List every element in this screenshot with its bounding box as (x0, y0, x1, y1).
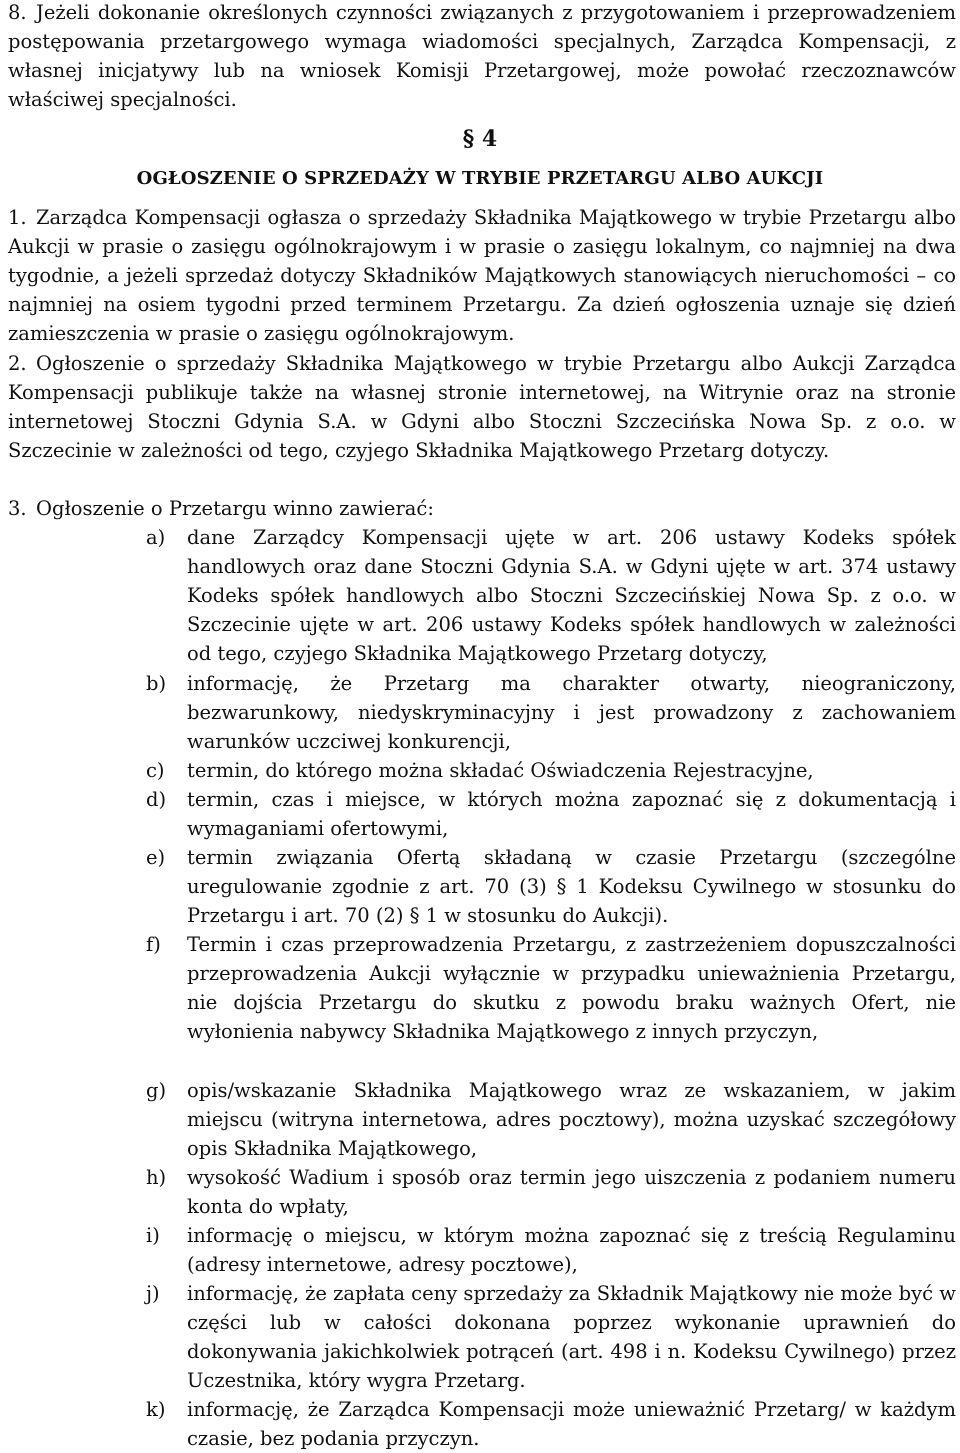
list-item-text: Termin i czas przeprowadzenia Przetargu, z zastrzeżeniem dopuszczalności przeprowadzenia Aukcji wyłącznie w przypadku unieważnienia Przetargu, nie dojścia Przetargu do skutku z powodu braku ważnych Ofert, nie wyłonienia nabywcy Składnika Majątkowego z innych przyczyn, (187, 933, 956, 1043)
list-item-i (146, 1221, 956, 1279)
paragraph-2 (8, 349, 956, 465)
list-item-text: opis/wskazanie Składnika Majątkowego wraz ze wskazaniem, w jakim miejscu (witryna internetowa, adres pocztowy), można uzyskać szczegółowy opis Składnika Majątkowego, (187, 1079, 956, 1160)
list-item-k (146, 1395, 956, 1453)
list-item-label: b) (146, 672, 167, 695)
paragraph-8 (8, 0, 956, 114)
list-item-text: informację, że zapłata ceny sprzedaży za Składnik Majątkowy nie może być w części lub w całości dokonana poprzez wykonanie uprawnień do dokonywania jakichkolwiek potrąceń (art. 498 i n. Kodeksu Cywilnego) przez Uczestnika, który wygra Przetarg. (187, 1282, 956, 1392)
paragraph-3 (8, 494, 956, 523)
paragraph-text: Zarządca Kompensacji ogłasza o sprzedaży Składnika Majątkowego w trybie Przetargu albo Aukcji w prasie o zasięgu ogólnokrajowym i w prasie o zasięgu lokalnym, co najmniej na dwa tygodnie, a jeżeli sprzedaż dotyczy Składników Majątkowych stanowiących nieruchomości – co najmniej na osiem tygodni przed terminem Przetargu. Za dzień ogłoszenia uznaje się dzień zamieszczenia w prasie o zasięgu ogólnokrajowym. (8, 206, 956, 345)
list-item-b (146, 669, 956, 756)
list-item-d (146, 785, 956, 843)
list-item-text: informację, że Przetarg ma charakter otwarty, nieograniczony, bezwarunkowy, niedyskryminacyjny i jest prowadzony z zachowaniem warunków uczciwej konkurencji, (187, 672, 956, 753)
list-item-label: g) (146, 1079, 167, 1102)
paragraph-text: Jeżeli dokonanie określonych czynności związanych z przygotowaniem i przeprowadzeniem postępowania przetargowego wymaga wiadomości specjalnych, Zarządca Kompensacji, z własnej inicjatywy lub na wniosek Komisji Przetargowej, może powołać rzeczoznawców właściwej specjalności. (8, 1, 956, 111)
list-item-j (146, 1279, 956, 1395)
list-item-label: j) (146, 1282, 160, 1305)
list-item-label: i) (146, 1224, 160, 1247)
paragraph-1 (8, 203, 956, 348)
list-item-text: termin, do którego można składać Oświadczenia Rejestracyjne, (187, 759, 814, 782)
list-item-e (146, 843, 956, 930)
list-item-text: dane Zarządcy Kompensacji ujęte w art. 206 ustawy Kodeks spółek handlowych oraz dane Stoczni Gdynia S.A. w Gdyni ujęte w art. 374 ustawy Kodeks spółek handlowych albo Stoczni Szczecińskiej Nowa Sp. z o.o. w Szczecinie ujęte w art. 206 ustawy Kodeks spółek handlowych w zależności od tego, czyjego Składnika Majątkowego Przetarg dotyczy, (187, 526, 956, 665)
list-item-text: termin związania Ofertą składaną w czasie Przetargu (szczególne uregulowanie zgodnie z art. 70 (3) § 1 Kodeksu Cywilnego w stosunku do Przetargu i art. 70 (2) § 1 w stosunku do Aukcji). (187, 846, 956, 927)
list-item-label: d) (146, 788, 167, 811)
list-item-text: informację o miejscu, w którym można zapoznać się z treścią Regulaminu (adresy internetowe, adresy pocztowe), (187, 1224, 956, 1276)
paragraph-text: Ogłoszenie o Przetargu winno zawierać: (36, 497, 434, 520)
paragraph-number: 1. (8, 206, 27, 229)
paragraph-number: 2. (8, 352, 27, 375)
list-item-c (146, 756, 956, 785)
list-item-label: h) (146, 1166, 167, 1189)
list-item-text: informację, że Zarządca Kompensacji może unieważnić Przetarg/ w każdym czasie, bez podania przyczyn. (187, 1398, 956, 1450)
list-item-label: c) (146, 759, 165, 782)
list-item-text: termin, czas i miejsce, w których można zapoznać się z dokumentacją i wymaganiami ofertowymi, (187, 788, 956, 840)
section-title: OGŁOSZENIE O SPRZEDAŻY W TRYBIE PRZETARGU ALBO AUKCJI (136, 168, 824, 189)
list-item-a (146, 523, 956, 668)
list-item-text: wysokość Wadium i sposób oraz termin jego uiszczenia z podaniem numeru konta do wpłaty, (187, 1166, 956, 1218)
paragraph-number: 8. (8, 1, 27, 24)
list-item-label: e) (146, 846, 166, 869)
list-item-g (146, 1076, 956, 1163)
section-sign: § 4 (462, 126, 498, 152)
list-item-label: k) (146, 1398, 166, 1421)
list-item-label: a) (146, 526, 166, 549)
list-item-label: f) (146, 933, 161, 956)
list-item-f (146, 930, 956, 1046)
paragraph-number: 3. (8, 497, 27, 520)
list-item-h (146, 1163, 956, 1221)
paragraph-text: Ogłoszenie o sprzedaży Składnika Majątkowego w trybie Przetargu albo Aukcji Zarządca Kompensacji publikuje także na własnej stronie internetowej, na Witrynie oraz na stronie internetowej Stoczni Gdynia S.A. w Gdyni albo Stoczni Szczecińska Nowa Sp. z o.o. w Szczecinie w zależności od tego, czyjego Składnika Majątkowego Przetarg dotyczy. (8, 352, 956, 462)
